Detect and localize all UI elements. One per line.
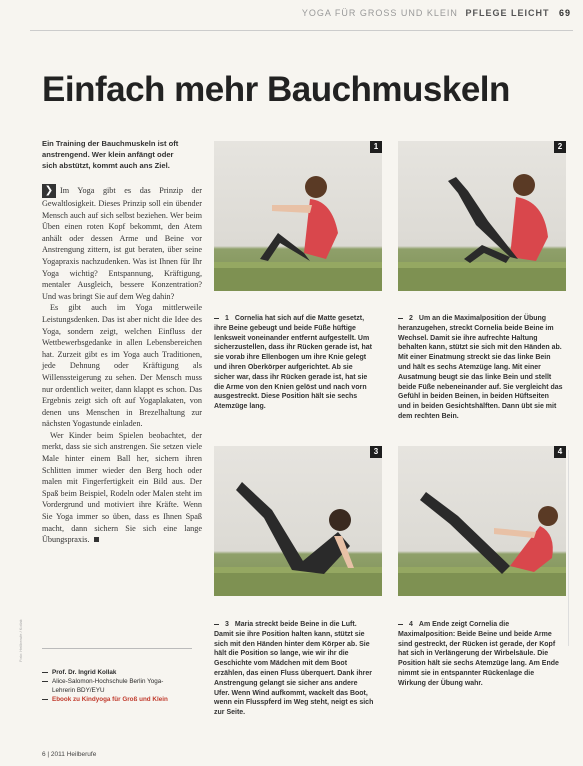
caption-dash-icon bbox=[398, 624, 403, 625]
caption-1: 1 Cornelia hat sich auf die Matte gesetzt, ihre Beine gebeugt und beide Füße hüftige lenksweit voneinander entfernt aufgestellt. Um sicherzustellen, dass ihr Rücken gerade ist, hat sie vorab ihre Ellenbogen um ihre Knie gelegt und ihren Oberkörper aufgerichtet. Ab sie sicher war, dass ihr Rücken gerade ist, hat sie die Arme von den Knien gelöst und nach vorn ausgestreckt. Diese Position hält sie sechs Atemzüge lang. bbox=[214, 315, 372, 411]
caption-dash-icon bbox=[214, 624, 219, 625]
photo-2-illustration bbox=[398, 141, 566, 291]
header-section: YOGA FÜR GROSS UND KLEIN bbox=[301, 8, 458, 18]
photo-4 bbox=[398, 446, 566, 596]
body-paragraph-1: ❯ Im Yoga gibt es das Prinzip der Gewaltlosigkeit. Dieses Prinzip soll ein übender Mensch auch auf sich selbst beziehen. Wer beim Üben einen roten Kopf bekommt, den Atem anhält oder dessen Arme und Beine vor Anstrengung zittern, ist gut beraten, über seine Yogapraxis nachzudenken. Was ist Ihnen für Ihr Yoga wichtig? Entspannung, Kräftigung, mentaler Ausgleich, bessere Konzentration? Und was bringt Sie auf dem Weg dahin? bbox=[42, 185, 202, 301]
photo-1-illustration bbox=[214, 141, 382, 291]
photo-credit-side: Foto: Heilberufe / Kollak bbox=[18, 619, 23, 662]
photo-1 bbox=[214, 141, 382, 291]
credit-author: Prof. Dr. Ingrid Kollak bbox=[42, 668, 182, 677]
header-rule bbox=[30, 30, 573, 31]
author-credits bbox=[42, 668, 182, 704]
caption-dash-icon bbox=[214, 318, 219, 319]
arrow-icon: ❯ bbox=[42, 184, 56, 198]
photo-3 bbox=[214, 446, 382, 596]
credit-book-link[interactable]: Ebook zu Kindyoga für Groß und Klein bbox=[42, 695, 182, 704]
body-paragraph-3: Wer Kinder beim Spielen beobachtet, der merkt, dass sie sich anstrengen. Sie setzen viele Male hinter einem Ball her, sichern ihren Schlitten immer wieder den Berg hoch oder malen mit Fingerfertigkeit ein Bild aus. Der Spaß beim Beispiel, Rodeln oder Malen steht im Vordergrund und motiviert ihre Kräfte. Wenn Sie Yoga immer so üben, dass es Ihnen Spaß macht, dann sichern Sie sich eine lange Übungspraxis. bbox=[42, 430, 202, 545]
photo-number-3: 3 bbox=[370, 446, 382, 458]
credit-affiliation: Alice-Salomon-Hochschule Berlin Yoga-Lehrerin BDY/EYU bbox=[42, 677, 182, 695]
photo-number-2: 2 bbox=[554, 141, 566, 153]
page-number: 69 bbox=[558, 8, 571, 18]
caption-4: 4 Am Ende zeigt Cornelia die Maximalposition: Beide Beine und beide Arme sind gestreckt, der Rücken ist gerade, der Kopf hat sich in Verlängerung der Wirbelsäule. Die Position hält sie sechs Atemzüge lang. Am Ende nimmt sie in entspannter Rückenlage die Wirkung der Übung wahr. bbox=[398, 621, 559, 687]
photo-number-4: 4 bbox=[554, 446, 566, 458]
photo-4-illustration bbox=[398, 446, 566, 596]
running-header bbox=[302, 8, 571, 18]
caption-3: 3 Maria streckt beide Beine in die Luft. Damit sie ihre Position halten kann, stützt sie sich mit den Händen hinter dem Körper ab. Sie hält die Position so lange, wie wir ihr die Geschichte vom Mädchen mit dem Boot erzählen, das einen Fluss überquert. Dank ihrer Anstrengung gelangt sie sicher ans andere Ufer. Wenn Wind aufkommt, wackelt das Boot, wenn ein Flusspferd im Weg steht, neigt es sich zur Seite. bbox=[214, 621, 374, 717]
photo-number-1: 1 bbox=[370, 141, 382, 153]
article-title: Einfach mehr Bauchmuskeln bbox=[42, 70, 510, 109]
photo-2 bbox=[398, 141, 566, 291]
page-footer: 6 | 2011 Heilberufe bbox=[42, 751, 97, 758]
margin-rule bbox=[568, 450, 569, 646]
end-mark-icon bbox=[94, 537, 99, 542]
credit-dash-icon bbox=[42, 681, 48, 695]
body-column bbox=[42, 184, 202, 546]
credit-dash-icon bbox=[42, 699, 48, 704]
credits-rule bbox=[42, 648, 192, 649]
caption-2: 2 Um an die Maximalposition der Übung heranzugehen, streckt Cornelia beide Beine im Wechsel. Damit sie ihre aufrechte Haltung behalten kann, stützt sie sich mit den Händen ab. Mit einer Einatmung streckt sie das linke Bein und hält es sechs Atemzüge lang. Mit einer Ausatmung beugt sie das linke Bein und stellt beide Füße nebeneinander auf. Sie vergleicht das Gefühl in beiden Beinen, in beiden Hüftseiten und in beiden Gesichtshälften. Dann übt sie mit dem rechten Bein. bbox=[398, 315, 563, 420]
caption-dash-icon bbox=[398, 318, 403, 319]
header-tag: PFLEGE LEICHT bbox=[465, 8, 550, 18]
body-paragraph-2: Es gibt auch im Yoga mittlerweile Leistungsdenken. Das ist aber nicht die Idee des Yoga, sondern zeigt, welchen Einfluss der Wettbewerbsgedanke in allen Lebensbereichen hat. Zurzeit gibt es im Yoga auch Traditionen, jede Dehnung oder Kräftigung als Willenssteigerung zu sehen. Der Mensch muss nur ordentlich weiter, dann klappt es schon. Das Ergebnis zeigt sich oft auf Yogaplakaten, von denen uns Menschen in Brezelhaltung zur nächsten Yogastunde einladen. bbox=[42, 303, 202, 429]
photo-3-illustration bbox=[214, 446, 382, 596]
credit-dash-icon bbox=[42, 672, 48, 677]
article-lead: Ein Training der Bauchmuskeln ist oft anstrengend. Wer klein anfängt oder sich abstützt, kommt auch ans Ziel. bbox=[42, 139, 179, 170]
